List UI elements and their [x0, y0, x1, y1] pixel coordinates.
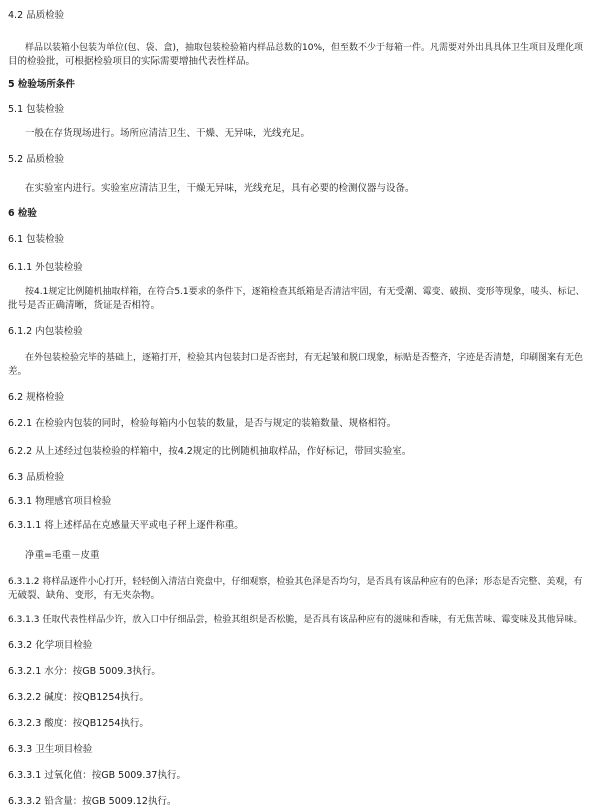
- text-line: 6.2.1 在检验内包装的同时，检验每箱内小包装的数量，是否与规定的装箱数量、规格相符。: [8, 418, 397, 429]
- text-line: 6.3 品质检验: [8, 472, 65, 483]
- text-line: 在外包装检验完毕的基础上，逐箱打开，检验其内包装封口是否密封，有无起皱和脱口现象，标贴是否整齐，字迹是否清楚，印刷图案有无色: [25, 353, 584, 363]
- text-line: 6.3.1.2 将样品逐件小心打开，轻轻倒入清洁白瓷盘中，仔细观察，检验其色泽是否均匀，是否具有该品种应有的色泽；形态是否完整、美观，有: [8, 577, 583, 587]
- text-line: 批号是否正确清晰，货证是否相符。: [8, 300, 161, 311]
- text-line: 6.3.3.1 过氧化值：按GB 5009.37执行。: [8, 770, 186, 781]
- section-heading: 5 检验场所条件: [8, 79, 75, 90]
- section-heading: 6 检验: [8, 208, 37, 219]
- text-line: 6.3.3.2 铅含量：按GB 5009.12执行。: [8, 796, 177, 807]
- text-line: 6.2.2 从上述经过包装检验的样箱中，按4.2规定的比例随机抽取样品，作好标记，带回实验室。: [8, 446, 412, 457]
- text-line: 5.2 品质检验: [8, 154, 65, 165]
- text-line: 在实验室内进行。实验室应清洁卫生，干燥无异味，光线充足，具有必要的检测仪器与设备。: [25, 183, 415, 194]
- text-line: 样品以装箱小包装为单位(包、袋、盒)，抽取包装检验箱内样品总数的10%，但至数不少于每箱一件。凡需要对外出具具体卫生项目及理化项: [25, 43, 584, 53]
- text-line: 一般在存货现场进行。场所应清洁卫生、干燥、无异味，光线充足。: [25, 128, 311, 139]
- text-line: 6.3.1.3 任取代表性样品少许，放入口中仔细品尝，检验其组织是否松脆，是否具有该品种应有的滋味和香味，有无焦苦味、霉变味及其他异味。: [8, 615, 583, 625]
- text-line: 6.1 包装检验: [8, 234, 65, 245]
- text-line: 6.3.1.1 将上述样品在克感量天平或电子秤上逐件称重。: [8, 520, 244, 531]
- text-line: 6.3.3 卫生项目检验: [8, 744, 93, 755]
- text-line: 6.3.2.1 水分：按GB 5009.3执行。: [8, 666, 161, 677]
- text-line: 6.1.2 内包装检验: [8, 326, 83, 337]
- text-line: 6.3.1 物理感官项目检验: [8, 496, 112, 507]
- text-line: 6.3.2.3 酸度：按QB1254执行。: [8, 718, 149, 729]
- text-line: 5.1 包装检验: [8, 104, 65, 115]
- text-line: 按4.1规定比例随机抽取样箱，在符合5.1要求的条件下，逐箱检查其纸箱是否清洁牢固，有无受潮、霉变、破损、变形等现象，唛头、标记、: [25, 287, 585, 297]
- text-line: 6.3.2.2 碱度：按QB1254执行。: [8, 692, 149, 703]
- text-line: 6.3.2 化学项目检验: [8, 640, 93, 651]
- text-line: 6.2 规格检验: [8, 392, 65, 403]
- text-line: 目的检验批，可根据检验项目的实际需要增抽代表性样品。: [8, 56, 256, 67]
- text-line: 无破裂、缺角、变形，有无夹杂物。: [8, 590, 161, 601]
- text-line: 净重=毛重－皮重: [25, 550, 100, 561]
- text-line: 差。: [8, 366, 28, 377]
- text-line: 6.1.1 外包装检验: [8, 262, 83, 273]
- text-line: 4.2 品质检验: [8, 10, 65, 21]
